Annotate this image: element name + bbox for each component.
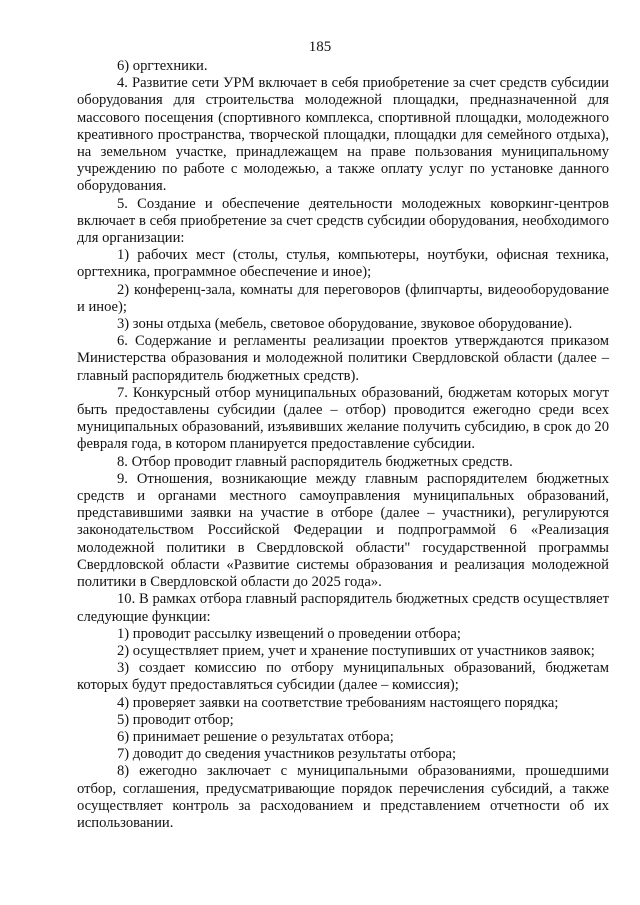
paragraph-4-urm-network: 4. Развитие сети УРМ включает в себя приобретение за счет средств субсидии оборудования для строительства молодежной площадки, предназначенной для массового посещения (спортивного комплекса, спортивной площадки, молодежного креативного пространства, творческой площадки, площадки для семейного отдыха), на земельном участке, принадлежащем на праве пользования муниципальному учреждению по работе с молодежью, а также оплату услуг по установке данного оборудования. xyxy=(77,75,609,195)
function-item-1: 1) проводит рассылку извещений о проведении отбора; xyxy=(117,625,461,642)
paragraph-item-6-office-equipment: 6) оргтехники. xyxy=(117,58,208,74)
function-item-4: 4) проверяет заявки на соответствие требованиям настоящего порядка; xyxy=(117,694,559,711)
function-item-6: 6) принимает решение о результатах отбора; xyxy=(117,728,394,745)
function-item-3: 3) создает комиссию по отбору муниципальных образований, бюджетам которых будут предоставляться субсидии (далее – комиссия); xyxy=(77,660,609,694)
function-item-5: 5) проводит отбор; xyxy=(117,711,234,728)
paragraph-item-3-recreation-zone: 3) зоны отдыха (мебель, световое оборудование, звуковое оборудование). xyxy=(117,316,573,333)
function-item-7: 7) доводит до сведения участников результаты отбора; xyxy=(117,746,457,763)
function-item-8: 8) ежегодно заключает с муниципальными образованиями, прошедшими отбор, соглашения, предусматривающие порядок перечисления субсидий, а также осуществляет контроль за расходованием и представлением отчетности об их использовании. xyxy=(77,763,609,831)
paragraph-item-2-conference-hall: 2) конференц-зала, комнаты для переговоров (флипчарты, видеооборудование и иное); xyxy=(77,281,609,315)
paragraph-10-functions: 10. В рамках отбора главный распорядитель бюджетных средств осуществляет следующие функции: xyxy=(77,591,609,625)
document-body xyxy=(77,58,609,832)
paragraph-7-competitive-selection: 7. Конкурсный отбор муниципальных образований, бюджетам которых могут быть предоставлены субсидии (далее – отбор) проводится ежегодно среди всех муниципальных образований, изъявивших желание получить субсидию, в срок до 20 февраля года, в котором планируется предоставление субсидии. xyxy=(77,384,609,453)
paragraph-6-regulations: 6. Содержание и регламенты реализации проектов утверждаются приказом Министерства образования и молодежной политики Свердловской области (далее – главный распорядитель бюджетных средств). xyxy=(77,333,609,384)
paragraph-item-1-workplaces: 1) рабочих мест (столы, стулья, компьютеры, ноутбуки, офисная техника, оргтехника, программное обеспечение и иное); xyxy=(77,247,609,281)
function-item-2: 2) осуществляет прием, учет и хранение поступивших от участников заявок; xyxy=(117,642,595,659)
paragraph-8-selection-conductor: 8. Отбор проводит главный распорядитель бюджетных средств. xyxy=(117,453,513,470)
paragraph-5-coworking-centers: 5. Создание и обеспечение деятельности молодежных коворкинг-центров включает в себя приобретение за счет средств субсидии оборудования, необходимого для организации: xyxy=(77,195,609,247)
page-number: 185 xyxy=(308,39,332,55)
paragraph-9-relations: 9. Отношения, возникающие между главным распорядителем бюджетных средств и органами местного самоуправления муниципальных образований, представившими заявки на участие в отборе (далее – участники), регулируются законодательством Российской Федерации и подпрограммой 6 «Реализация молодежной политики в Свердловской области" государственной программы Свердловской области «Развитие системы образования и реализация молодежной политики в Свердловской области до 2025 года». xyxy=(77,470,609,591)
